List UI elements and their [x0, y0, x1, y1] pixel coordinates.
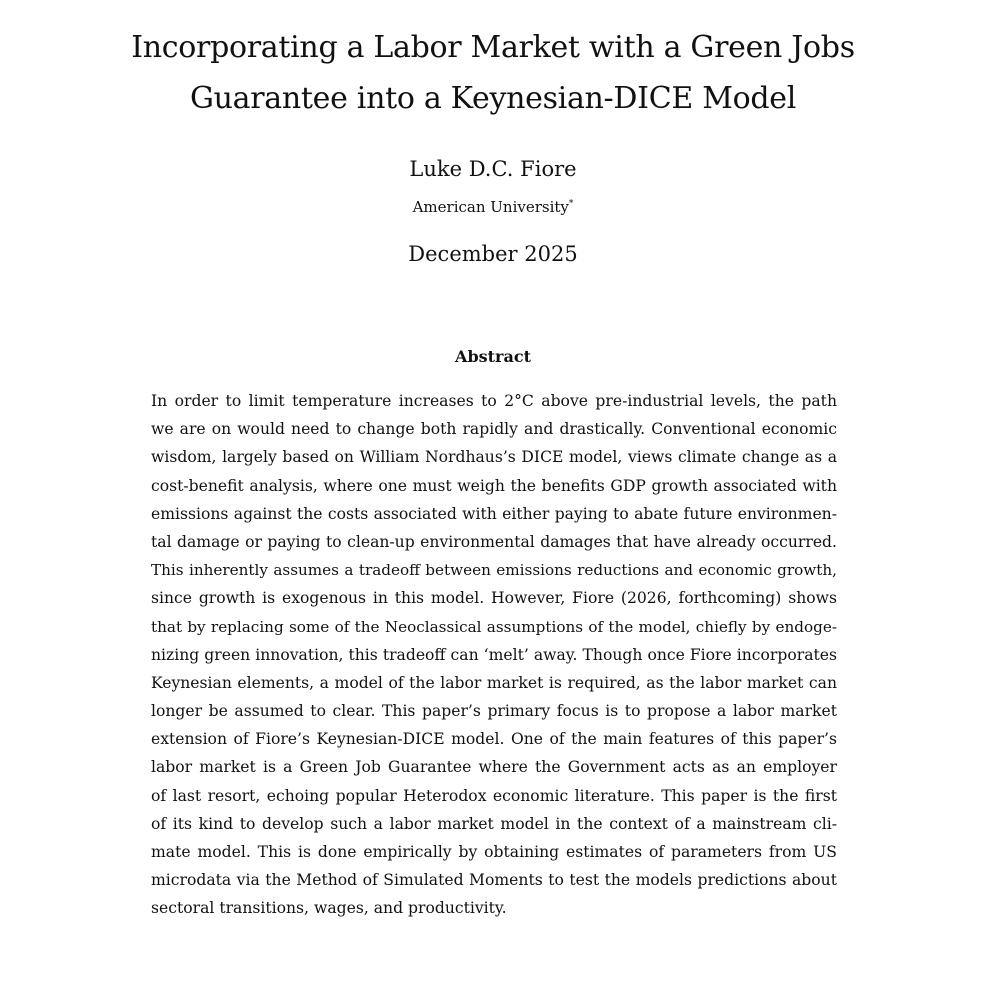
paper-title-line-1: Incorporating a Labor Market with a Green Jobs: [131, 30, 855, 65]
abstract-line: that by replacing some of the Neoclassical assumptions of the model, chiefly by endoge-: [151, 617, 837, 636]
affiliation-text: American University: [412, 198, 569, 216]
abstract-line: extension of Fiore’s Keynesian-DICE model. One of the main features of this paper’s: [151, 730, 837, 749]
abstract-line: we are on would need to change both rapidly and drastically. Conventional economic: [151, 420, 837, 439]
abstract-line: nizing green innovation, this tradeoff can ‘melt’ away. Though once Fiore incorporates: [151, 645, 837, 664]
abstract-heading: Abstract: [455, 347, 531, 366]
abstract-line: Keynesian elements, a model of the labor market is required, as the labor market can: [151, 673, 837, 692]
abstract-line: In order to limit temperature increases to 2°C above pre-industrial levels, the path: [151, 392, 837, 410]
abstract-line: This inherently assumes a tradeoff between emissions reductions and economic growth,: [151, 561, 837, 580]
affiliation-footnote-mark[interactable]: *: [568, 199, 574, 209]
abstract-line: of its kind to develop such a labor market model in the context of a mainstream cli-: [151, 814, 837, 833]
author-name: Luke D.C. Fiore: [409, 157, 577, 181]
abstract-line: labor market is a Green Job Guarantee where the Government acts as an employer: [151, 758, 837, 777]
abstract-line: mate model. This is done empirically by obtaining estimates of parameters from US: [151, 843, 837, 861]
abstract-line: emissions against the costs associated with either paying to abate future environmen-: [151, 504, 837, 523]
abstract-line: cost-benefit analysis, where one must weigh the benefits GDP growth associated with: [151, 476, 837, 495]
abstract-body: [151, 387, 837, 923]
abstract-line: sectoral transitions, wages, and productivity.: [151, 899, 507, 918]
paper-title-line-2: Guarantee into a Keynesian-DICE Model: [189, 81, 797, 116]
author-affiliation: [0, 199, 986, 216]
abstract-line: of last resort, echoing popular Heterodox economic literature. This paper is the first: [151, 786, 837, 805]
abstract-line: wisdom, largely based on William Nordhaus’s DICE model, views climate change as a: [151, 448, 837, 467]
abstract-line: since growth is exogenous in this model. However, Fiore (2026, forthcoming) shows: [151, 589, 837, 608]
abstract-line: longer be assumed to clear. This paper’s primary focus is to propose a labor market: [151, 702, 837, 721]
abstract-line: tal damage or paying to clean-up environmental damages that have already occurred.: [151, 532, 837, 551]
paper-date: December 2025: [408, 242, 578, 266]
abstract-line: microdata via the Method of Simulated Moments to test the models predictions about: [151, 871, 837, 890]
